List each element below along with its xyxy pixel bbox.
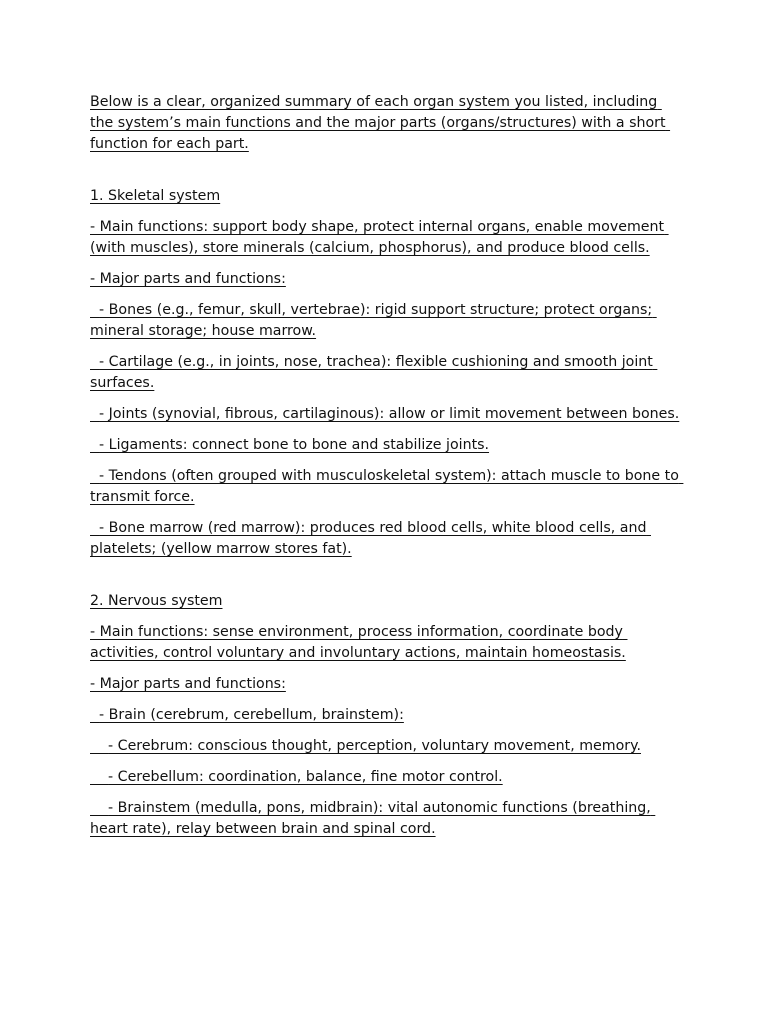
nervous-part-cerebellum: - Cerebellum: coordination, balance, fine motor control. (90, 769, 503, 785)
skeletal-part-tendons: - Tendons (often grouped with musculoskeletal system): attach muscle to bone to transmit force. (90, 468, 684, 505)
nervous-parts-heading: - Major parts and functions: (90, 676, 286, 692)
skeletal-main-functions: - Main functions: support body shape, protect internal organs, enable movement (with muscles), store minerals (calcium, phosphorus), and produce blood cells. (90, 219, 669, 256)
skeletal-part-bone-marrow: - Bone marrow (red marrow): produces red blood cells, white blood cells, and platelets; (yellow marrow stores fat). (90, 520, 651, 557)
intro-paragraph: Below is a clear, organized summary of each organ system you listed, including the system’s main functions and the major parts (organs/structures) with a short function for each part. (90, 94, 671, 152)
skeletal-parts-heading: - Major parts and functions: (90, 271, 286, 287)
nervous-part-cerebrum: - Cerebrum: conscious thought, perception, voluntary movement, memory. (90, 738, 641, 754)
nervous-part-brainstem: - Brainstem (medulla, pons, midbrain): vital autonomic functions (breathing, heart rate), relay between brain and spinal cord. (90, 800, 656, 837)
section-heading-skeletal: 1. Skeletal system (90, 188, 221, 204)
nervous-main-functions: - Main functions: sense environment, process information, coordinate body activities, control voluntary and involuntary actions, maintain homeostasis. (90, 624, 628, 661)
skeletal-part-bones: - Bones (e.g., femur, skull, vertebrae): rigid support structure; protect organs; mineral storage; house marrow. (90, 302, 657, 339)
skeletal-part-ligaments: - Ligaments: connect bone to bone and stabilize joints. (90, 437, 490, 453)
skeletal-part-cartilage: - Cartilage (e.g., in joints, nose, trachea): flexible cushioning and smooth joint surfaces. (90, 354, 658, 391)
skeletal-part-joints: - Joints (synovial, fibrous, cartilaginous): allow or limit movement between bones. (90, 406, 680, 422)
document-body (90, 92, 684, 840)
nervous-part-brain: - Brain (cerebrum, cerebellum, brainstem): (90, 707, 404, 723)
section-heading-nervous: 2. Nervous system (90, 593, 223, 609)
